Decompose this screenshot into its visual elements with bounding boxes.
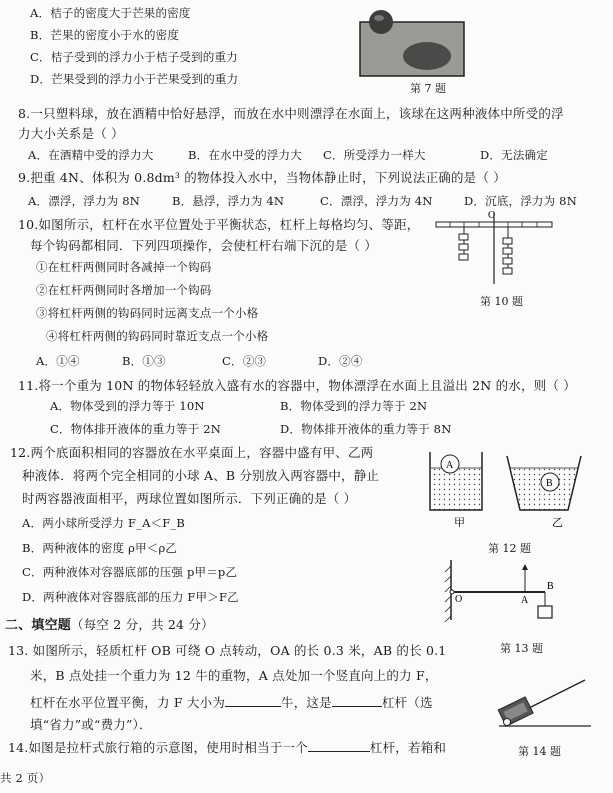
q14-stem-line1: 14.如图是拉杆式旅行箱的示意图，使用时相当于一个 杠杆，若箱和 <box>8 740 447 755</box>
q12-option-c: C．两种液体对容器底部的压强 p甲＝p乙 <box>22 565 238 579</box>
q8-option-d: D．无法确定 <box>480 148 548 162</box>
q10-option-d: D．②④ <box>318 354 363 368</box>
section2-title: 二、填空题 <box>5 618 72 633</box>
q14-figure <box>495 672 595 732</box>
q7-figure <box>357 0 467 78</box>
q12-figure <box>418 448 593 530</box>
q13-caption: 第 13 题 <box>500 642 543 655</box>
q7-option-d: D．芒果受到的浮力小于芒果受到的重力 <box>30 72 239 86</box>
q10-item-2: ②在杠杆两侧同时各增加一个钩码 <box>36 283 212 297</box>
q13-stem-line1: 13. 如图所示，轻质杠杆 OB 可绕 O 点转动，OA 的长 0.3 米，AB 的长 0.1 <box>8 643 447 658</box>
left-weight-3 <box>459 254 468 260</box>
q8-stem-line1: 8.一只塑料球，放在酒精中恰好悬浮，而放在水中则漂浮在水面上，该球在这两种液体中所受的浮 <box>18 106 564 121</box>
svg-text:A: A <box>521 595 529 606</box>
right-weight-2 <box>503 248 512 254</box>
q11-stem: 11.将一个重为 10N 的物体轻轻放入盛有水的容器中，物体漂浮在水面上且溢出 2N 的水，则（ ） <box>18 378 576 393</box>
q10-stem-line2: 每个钩码都相同．下列四项操作，会使杠杆右端下沉的是（ ） <box>30 238 378 253</box>
q10-option-b: B．①③ <box>122 354 166 368</box>
orange-fruit <box>369 10 393 34</box>
section2-note: （每空 2 分，共 24 分） <box>71 617 214 632</box>
q7-option-b: B．芒果的密度小于水的密度 <box>30 28 180 42</box>
mango-fruit <box>403 42 451 70</box>
q11-option-d: D．物体排开液体的重力等于 8N <box>280 422 452 436</box>
q12-option-b: B．两种液体的密度 ρ甲＜ρ乙 <box>22 541 178 555</box>
q10-caption: 第 10 题 <box>480 295 523 308</box>
svg-text:B: B <box>547 581 554 592</box>
section2-header <box>5 619 214 632</box>
svg-text:A: A <box>446 460 454 471</box>
q10-lever-figure <box>428 208 558 286</box>
q10-item-4: ④将杠杆两侧的钩码同时靠近支点一个小格 <box>46 329 269 343</box>
q12-stem-line1: 12.两个底面积相同的容器放在水平桌面上，容器中盛有甲、乙两 <box>10 445 374 460</box>
q13-blank-lever-type[interactable] <box>332 695 382 707</box>
q14-blank-lever-type[interactable] <box>308 740 370 752</box>
q8-option-c: C．所受浮力一样大 <box>323 148 426 162</box>
q8-stem-line2: 力大小关系是（ ） <box>18 126 124 141</box>
left-weight-1 <box>459 234 468 240</box>
right-weight-1 <box>503 238 512 244</box>
q10-item-1: ①在杠杆两侧同时各减掉一个钩码 <box>36 260 212 274</box>
q10-option-a: A．①④ <box>36 354 80 368</box>
q7-option-c: C．桔子受到的浮力小于桔子受到的重力 <box>30 50 238 64</box>
q8-option-b: B．在水中受的浮力大 <box>188 148 302 162</box>
q11-option-b: B．物体受到的浮力等于 2N <box>280 399 428 413</box>
q13-stem-line2: 米，B 点处挂一个重力为 12 牛的重物，A 点处加一个竖直向上的力 F， <box>30 668 438 683</box>
left-weight-2 <box>459 244 468 250</box>
q14-caption: 第 14 题 <box>518 745 561 758</box>
q10-option-c: C．②③ <box>222 354 267 368</box>
hanging-weight <box>538 606 552 618</box>
label-jia: 甲 <box>454 517 465 529</box>
q9-stem: 9.把重 4N、体积为 0.8dm³ 的物体投入水中，当物体静止时，下列说法正确的是（ ） <box>18 170 506 185</box>
q9-option-d: D．沉底，浮力为 8N <box>464 194 577 208</box>
q8-option-a: A．在酒精中受的浮力大 <box>28 148 154 162</box>
page-footer: 共 2 页） <box>0 771 51 785</box>
q7-option-a: A．桔子的密度大于芒果的密度 <box>30 6 191 20</box>
q12-option-d: D．两种液体对容器底部的压力 F甲＞F乙 <box>22 590 239 604</box>
right-weight-3 <box>503 258 512 264</box>
q13-figure <box>435 556 565 626</box>
right-weight-4 <box>503 268 512 274</box>
q12-caption: 第 12 题 <box>488 542 531 555</box>
q12-option-a: A．两小球所受浮力 F_A＜F_B <box>22 516 186 530</box>
q10-item-3: ③将杠杆两侧的钩码同时远离支点一个小格 <box>36 306 259 320</box>
q13-blank-force[interactable] <box>225 695 281 707</box>
q11-option-a: A．物体受到的浮力等于 10N <box>50 399 205 413</box>
q11-option-c: C．物体排开液体的重力等于 2N <box>50 422 222 436</box>
q10-pivot-label: O <box>488 210 496 221</box>
q13-stem-line3: 杠杆在水平位置平衡，力 F 大小为 牛，这是 杠杆（选 <box>30 695 433 710</box>
q10-stem-line1: 10.如图所示，杠杆在水平位置处于平衡状态，杠杆上每格均匀、等距， <box>18 217 420 232</box>
svg-text:O: O <box>455 594 463 605</box>
q9-option-a: A．漂浮，浮力为 8N <box>28 194 141 208</box>
q7-caption: 第 7 题 <box>410 82 446 95</box>
q12-stem-line2: 种液体．将两个完全相同的小球 A、B 分别放入两容器中，静止 <box>22 468 380 483</box>
label-yi: 乙 <box>552 517 563 529</box>
q9-option-c: C．漂浮，浮力为 4N <box>320 194 433 208</box>
q12-stem-line3: 时两容器液面相平，两球位置如图所示．下列正确的是（ ） <box>22 491 357 506</box>
svg-text:B: B <box>546 478 553 489</box>
wheel <box>504 719 511 726</box>
liquid-jia <box>430 468 482 510</box>
q9-option-b: B．悬浮，浮力为 4N <box>172 194 285 208</box>
q13-stem-line4: 填“省力”或“费力”）． <box>30 717 152 732</box>
